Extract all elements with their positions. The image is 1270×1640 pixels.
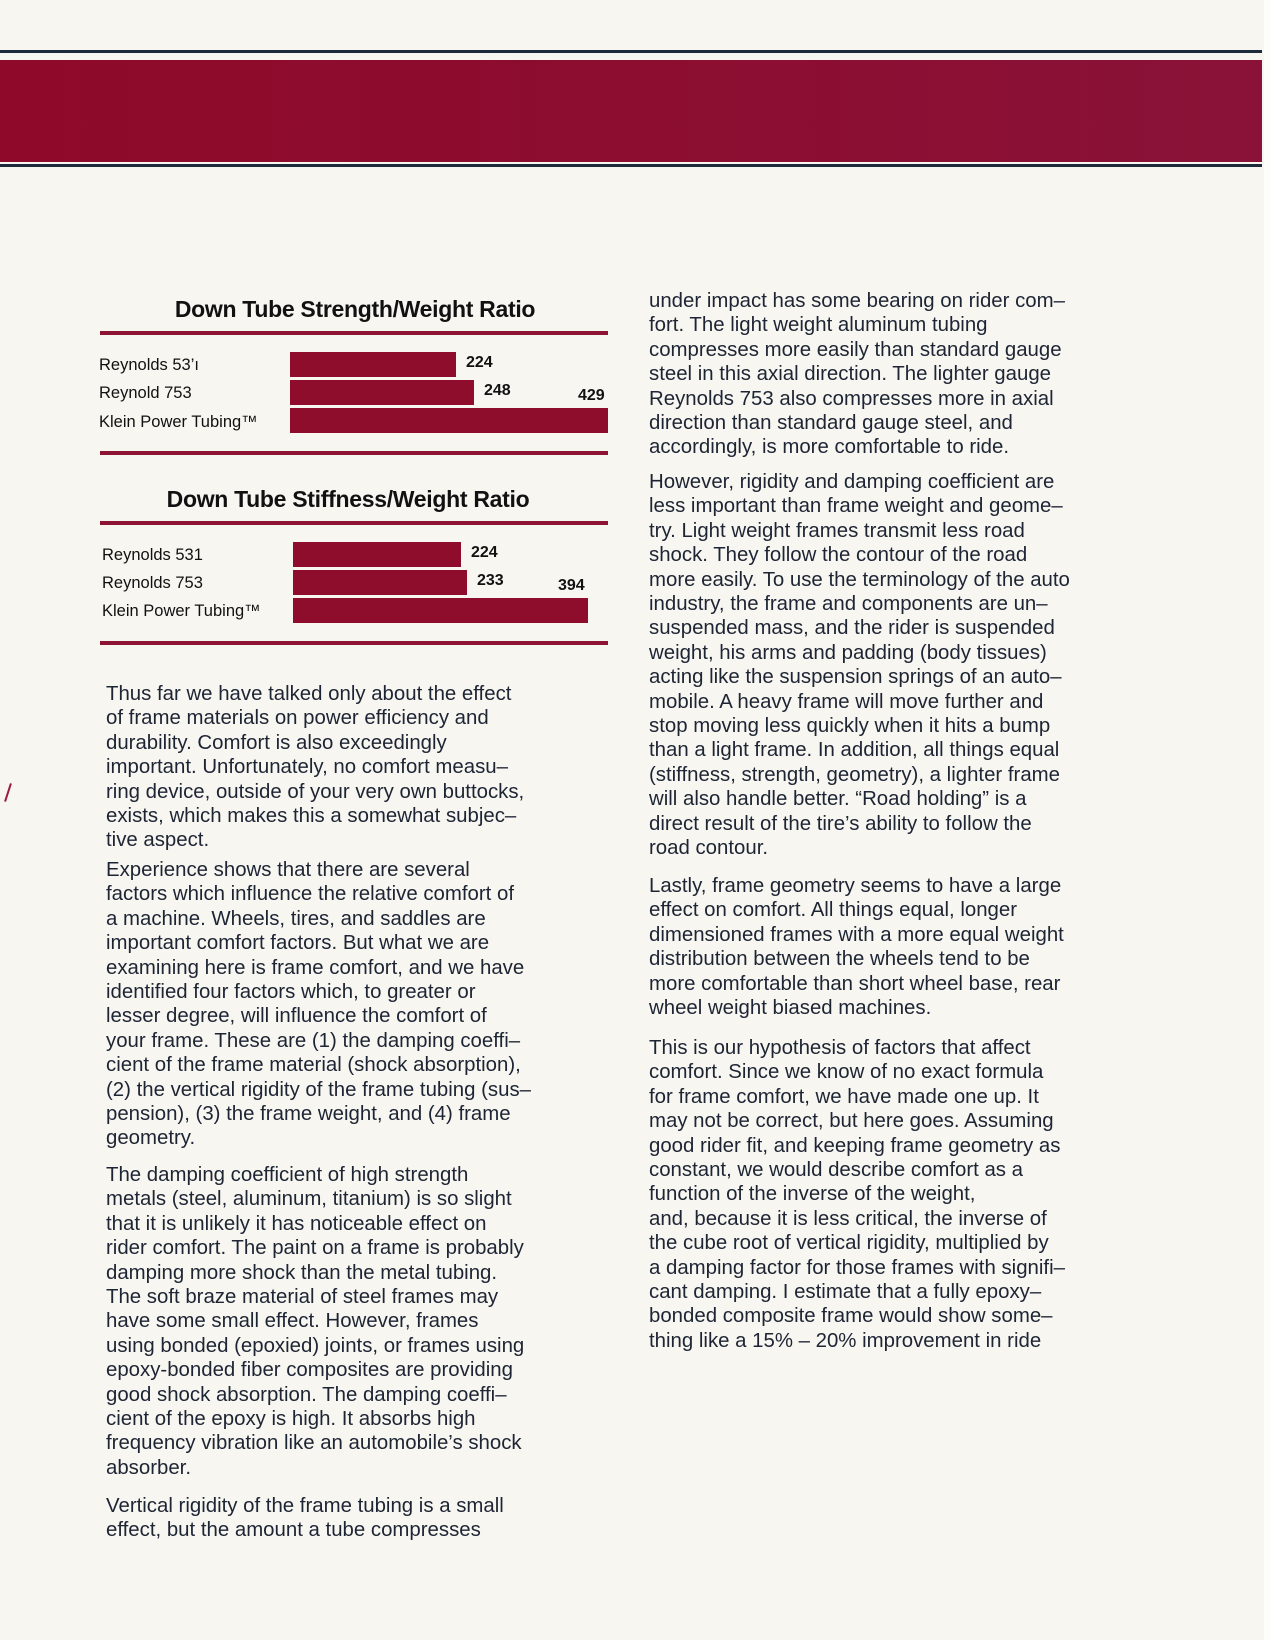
chart-top-rule	[100, 521, 608, 525]
text-line: distribution between the wheels tend to be	[649, 948, 1030, 971]
text-line: (2) the vertical rigidity of the frame tubing (sus–	[106, 1078, 531, 1101]
text-line: ring device, outside of your very own buttocks,	[106, 780, 525, 803]
text-line: more easily. To use the terminology of the auto	[649, 568, 1070, 591]
text-line: weight, his arms and padding (body tissues)	[649, 641, 1047, 664]
text-line: pension), (3) the frame weight, and (4) frame	[106, 1103, 511, 1126]
text-line: absorber.	[106, 1456, 192, 1479]
paragraph	[106, 858, 626, 1151]
text-line: rider comfort. The paint on a frame is probably	[106, 1237, 524, 1260]
text-line: than a light frame. In addition, all things equal	[649, 739, 1060, 762]
bar-label: Reynolds 531	[102, 546, 203, 564]
text-line: geometry.	[106, 1127, 196, 1150]
text-line: thing like a 15% – 20% improvement in ride	[649, 1329, 1042, 1352]
paragraph	[106, 1163, 626, 1480]
bar-label: Klein Power Tubing™	[99, 413, 258, 431]
text-line: exists, which makes this a somewhat subjec–	[106, 805, 517, 828]
bar	[290, 352, 456, 377]
text-line: factors which influence the relative comfort of	[106, 883, 515, 906]
text-line: frequency vibration like an automobile’s shock	[106, 1432, 522, 1455]
text-line: for frame comfort, we have made one up. It	[649, 1085, 1039, 1108]
text-line: and, because it is less critical, the inverse of	[649, 1207, 1047, 1230]
text-line: compresses more easily than standard gauge	[649, 338, 1062, 361]
text-line: cient of the epoxy is high. It absorbs high	[106, 1408, 476, 1431]
text-line: have some small effect. However, frames	[106, 1310, 479, 1333]
text-line: industry, the frame and components are un–	[649, 593, 1048, 616]
bar-label: Reynold 753	[99, 384, 192, 402]
text-line: (stiffness, strength, geometry), a lighter frame	[649, 763, 1060, 786]
text-line: cant damping. I estimate that a fully epoxy–	[649, 1281, 1042, 1304]
bar-value: 224	[471, 544, 498, 561]
text-line: constant, we would describe comfort as a	[649, 1159, 1024, 1182]
text-line: damping more shock than the metal tubing.	[106, 1261, 498, 1284]
text-line: This is our hypothesis of factors that affect	[649, 1037, 1031, 1059]
text-line: of frame materials on power efficiency and	[106, 707, 489, 730]
header-band	[0, 60, 1262, 162]
page-edge	[1264, 0, 1270, 1640]
bar	[290, 408, 608, 433]
text-line: Reynolds 753 also compresses more in axial	[649, 387, 1054, 410]
stiffness-weight-chart	[100, 480, 610, 655]
bar-value: 224	[466, 354, 493, 371]
strength-weight-chart	[100, 290, 610, 465]
text-line: may not be correct, but here goes. Assuming	[649, 1110, 1054, 1133]
chart-bottom-rule	[100, 641, 608, 645]
bar	[290, 380, 474, 405]
text-line: your frame. These are (1) the damping coeffi–	[106, 1029, 521, 1052]
chart-title: Down Tube Stiffness/Weight Ratio	[166, 486, 530, 512]
text-line: dimensioned frames with a more equal weight	[649, 923, 1064, 946]
text-line: examining here is frame comfort, and we have	[106, 956, 525, 979]
text-line: a machine. Wheels, tires, and saddles are	[106, 907, 486, 930]
bar-value: 248	[484, 382, 511, 399]
text-line: the cube root of vertical rigidity, multiplied by	[649, 1232, 1049, 1255]
paragraph	[649, 470, 1169, 861]
chart-title: Down Tube Strength/Weight Ratio	[174, 296, 536, 322]
text-line: less important than frame weight and geome–	[649, 495, 1063, 518]
bar-value: 394	[558, 577, 585, 594]
text-line: cient of the frame material (shock absorption),	[106, 1054, 521, 1077]
text-line: road contour.	[649, 837, 769, 860]
text-line: mobile. A heavy frame will move further and	[649, 690, 1044, 713]
paragraph	[649, 1036, 1169, 1353]
text-line: accordingly, is more comfortable to ride.	[649, 436, 1010, 459]
text-line: more comfortable than short wheel base, rear	[649, 972, 1061, 995]
bottom-rule	[0, 164, 1262, 167]
text-line: suspended mass, and the rider is suspended	[649, 617, 1055, 640]
text-line: direct result of the tire’s ability to follow the	[649, 812, 1032, 835]
chart-top-rule	[100, 331, 608, 335]
top-rule	[0, 50, 1262, 53]
text-line: Lastly, frame geometry seems to have a large	[649, 875, 1062, 897]
text-line: function of the inverse of the weight,	[649, 1183, 976, 1206]
text-line: that it is unlikely it has noticeable effect on	[106, 1212, 487, 1235]
text-line: comfort. Since we know of no exact formula	[649, 1061, 1044, 1084]
text-line: The soft braze material of steel frames may	[106, 1286, 499, 1309]
text-line: shock. They follow the contour of the road	[649, 544, 1028, 567]
paragraph	[649, 874, 1169, 1020]
text-line: a damping factor for those frames with signifi–	[649, 1256, 1065, 1279]
text-line: epoxy-bonded fiber composites are providing	[106, 1359, 513, 1382]
text-line: fort. The light weight aluminum tubing	[649, 314, 988, 337]
text-line: bonded composite frame would show some–	[649, 1305, 1053, 1328]
bar	[293, 598, 588, 623]
text-line: will also handle better. “Road holding” is a	[649, 788, 1027, 811]
text-line: important comfort factors. But what we are	[106, 932, 490, 955]
text-line: good shock absorption. The damping coeffi–	[106, 1383, 507, 1406]
text-line: identified four factors which, to greater or	[106, 981, 476, 1004]
text-line: try. Light weight frames transmit less road	[649, 519, 1025, 542]
text-line: Vertical rigidity of the frame tubing is a small	[106, 1495, 504, 1517]
text-line: effect, but the amount a tube compresses	[106, 1519, 481, 1542]
paragraph	[106, 682, 626, 853]
text-line: steel in this axial direction. The lighter gauge	[649, 363, 1052, 386]
bar	[293, 542, 461, 567]
text-line: under impact has some bearing on rider com–	[649, 290, 1065, 312]
text-line: wheel weight biased machines.	[649, 997, 932, 1020]
text-line: effect on comfort. All things equal, longer	[649, 899, 1018, 922]
bar-label: Reynolds 53’ı	[99, 356, 199, 374]
paragraph	[106, 1494, 626, 1543]
text-line: durability. Comfort is also exceedingly	[106, 731, 447, 754]
text-line: Experience shows that there are several	[106, 859, 470, 881]
text-line: acting like the suspension springs of an auto–	[649, 666, 1062, 689]
bar	[293, 570, 467, 595]
text-line: The damping coefficient of high strength	[106, 1164, 469, 1186]
text-line: However, rigidity and damping coefficient are	[649, 471, 1055, 493]
text-line: important. Unfortunately, no comfort measu–	[106, 756, 508, 779]
text-line: metals (steel, aluminum, titanium) is so slight	[106, 1188, 512, 1211]
bar-value: 233	[477, 572, 504, 589]
text-line: good rider fit, and keeping frame geometry as	[649, 1134, 1061, 1157]
bar-value: 429	[578, 387, 605, 404]
bar-label: Klein Power Tubing™	[102, 602, 261, 620]
text-line: using bonded (epoxied) joints, or frames using	[106, 1334, 525, 1357]
stray-mark	[4, 783, 12, 802]
paragraph	[649, 289, 1169, 460]
text-line: tive aspect.	[106, 829, 210, 852]
text-line: stop moving less quickly when it hits a bump	[649, 715, 1051, 738]
text-line: direction than standard gauge steel, and	[649, 412, 1013, 435]
chart-bottom-rule	[100, 451, 608, 455]
text-line: Thus far we have talked only about the effect	[106, 683, 512, 705]
text-line: lesser degree, will influence the comfort of	[106, 1005, 487, 1028]
bar-label: Reynolds 753	[102, 574, 203, 592]
